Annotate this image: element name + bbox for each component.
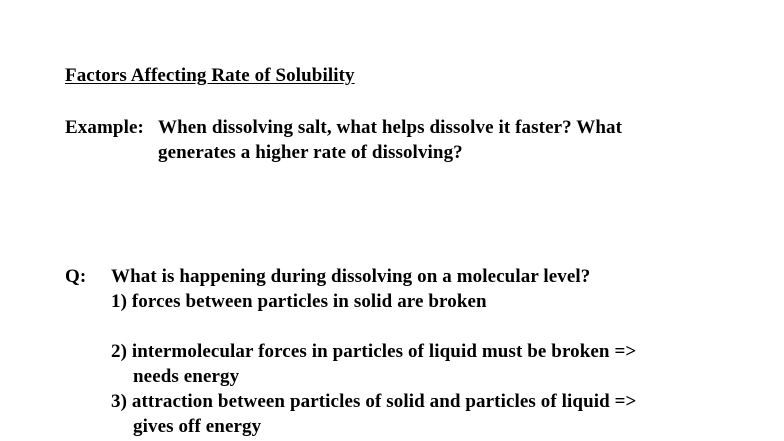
list-item-2-line-2: needs energy (133, 366, 240, 387)
question-text: What is happening during dissolving on a molecular level? (111, 266, 591, 287)
list-item-2-line-1: 2) intermolecular forces in particles of liquid must be broken => (111, 341, 637, 362)
example-text-line-2: generates a higher rate of dissolving? (158, 142, 463, 163)
list-item-3-line-2: gives off energy (133, 416, 262, 437)
example-text-line-1: When dissolving salt, what helps dissolve it faster? What (158, 117, 623, 138)
list-item-3-line-1: 3) attraction between particles of solid and particles of liquid => (111, 391, 637, 412)
page-title: Factors Affecting Rate of Solubility (65, 65, 355, 86)
example-label: Example: (65, 117, 144, 138)
question-label: Q: (65, 266, 87, 287)
list-item-1: 1) forces between particles in solid are broken (111, 291, 487, 312)
